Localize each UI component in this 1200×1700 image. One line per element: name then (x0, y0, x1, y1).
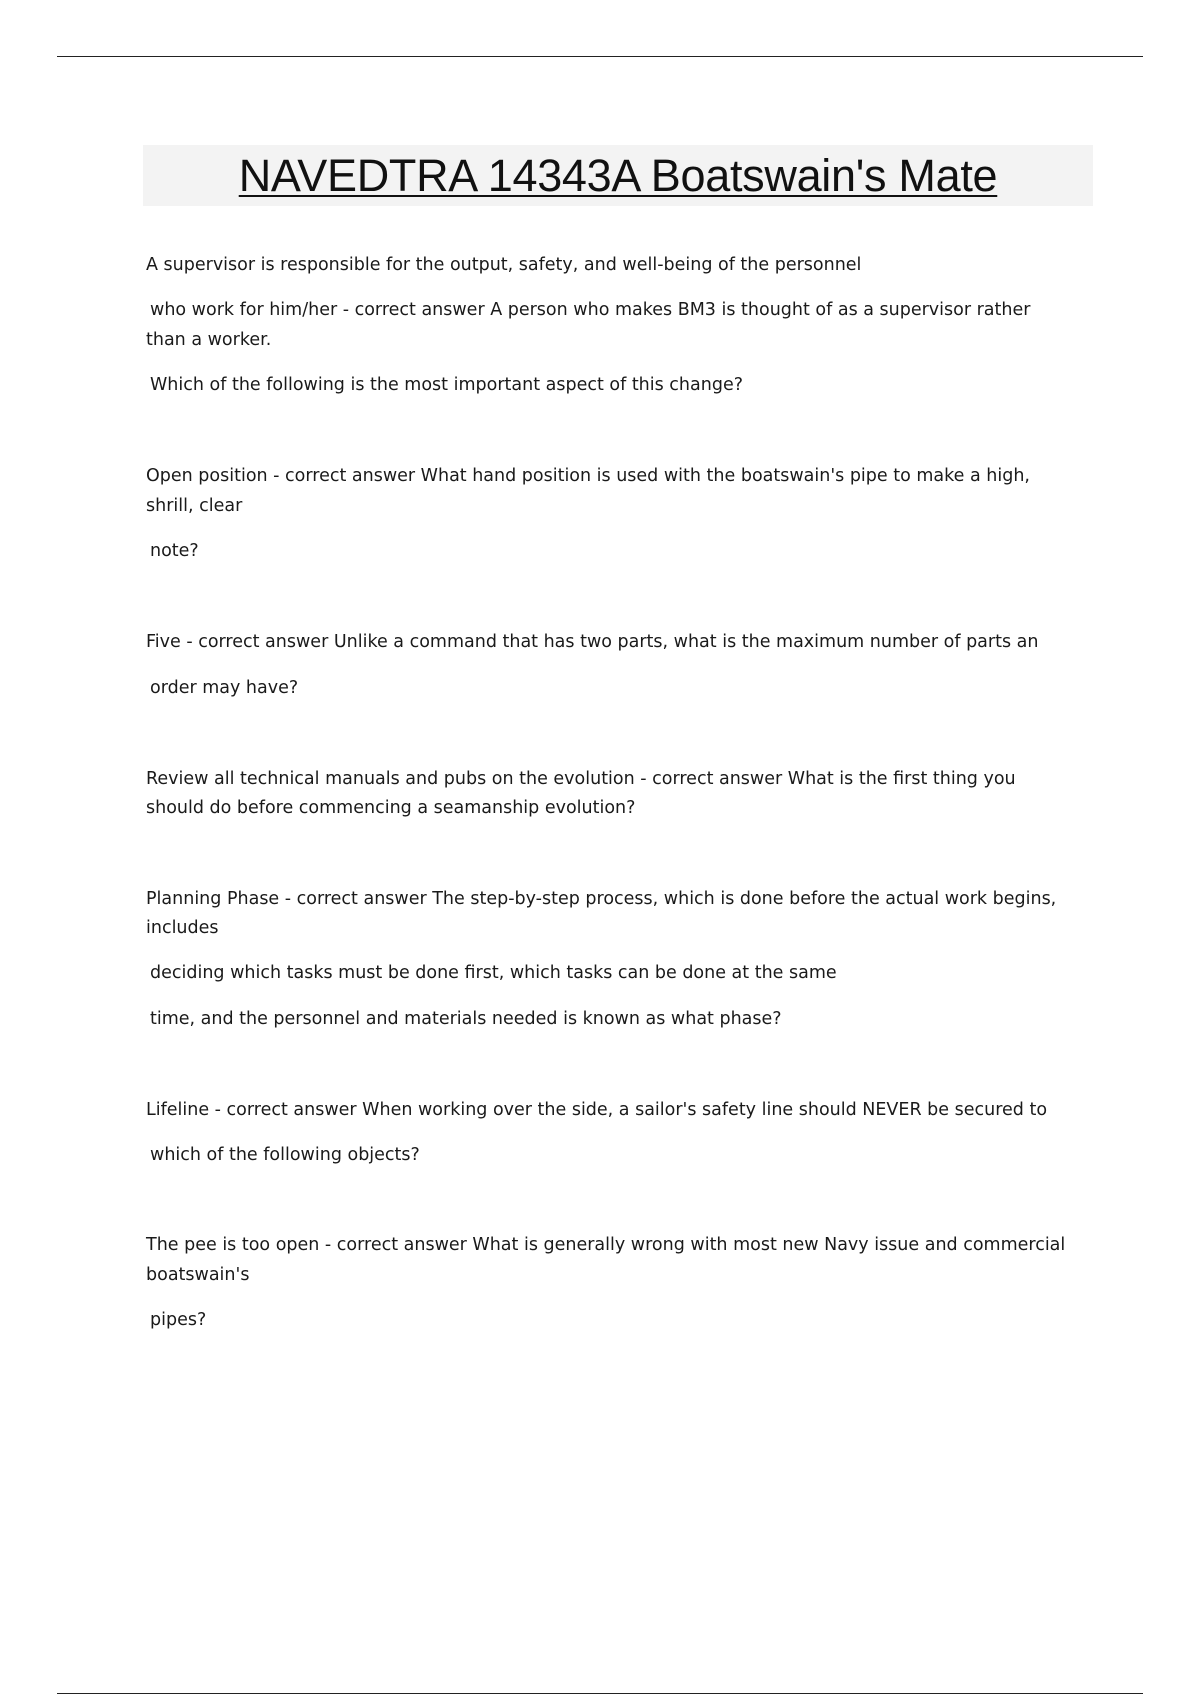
entry-5-line-4: time, and the personnel and materials needed is known as what phase? (150, 1009, 782, 1029)
entry-1-line-4: Which of the following is the most important aspect of this change? (150, 375, 744, 395)
entry-3-line-2: order may have? (150, 678, 299, 698)
entry-2-line-1: Open position - correct answer What hand position is used with the boatswain's pipe to make a high, (146, 466, 1030, 486)
top-rule (57, 56, 1143, 57)
entry-7-line-3: pipes? (150, 1310, 207, 1330)
entry-1-line-2: who work for him/her - correct answer A person who makes BM3 is thought of as a supervisor rather (150, 300, 1031, 320)
entry-3-line-1: Five - correct answer Unlike a command that has two parts, what is the maximum number of parts an (146, 632, 1039, 652)
entry-2-line-3: note? (150, 541, 199, 561)
entry-4-line-2: should do before commencing a seamanship evolution? (146, 798, 636, 818)
entry-2-line-2: shrill, clear (146, 496, 243, 516)
entry-5-line-1: Planning Phase - correct answer The step-by-step process, which is done before the actual work begins, (146, 889, 1057, 909)
entry-7-line-1: The pee is too open - correct answer What is generally wrong with most new Navy issue and commercial (146, 1235, 1066, 1255)
entry-4-line-1: Review all technical manuals and pubs on the evolution - correct answer What is the first thing you (146, 769, 1016, 789)
bottom-rule (57, 1693, 1143, 1694)
entry-7-line-2: boatswain's (146, 1265, 250, 1285)
entry-6-line-2: which of the following objects? (150, 1145, 420, 1165)
title-banner (143, 145, 1093, 206)
entry-1-line-1: A supervisor is responsible for the output, safety, and well-being of the personnel (146, 255, 862, 275)
entry-5-line-2: includes (146, 918, 219, 938)
entry-6-line-1: Lifeline - correct answer When working over the side, a sailor's safety line should NEVER be secured to (146, 1100, 1048, 1120)
entry-5-line-3: deciding which tasks must be done first, which tasks can be done at the same (150, 963, 837, 983)
entry-1-line-3: than a worker. (146, 330, 272, 350)
document-title: NAVEDTRA 14343A Boatswain's Mate (238, 150, 998, 201)
